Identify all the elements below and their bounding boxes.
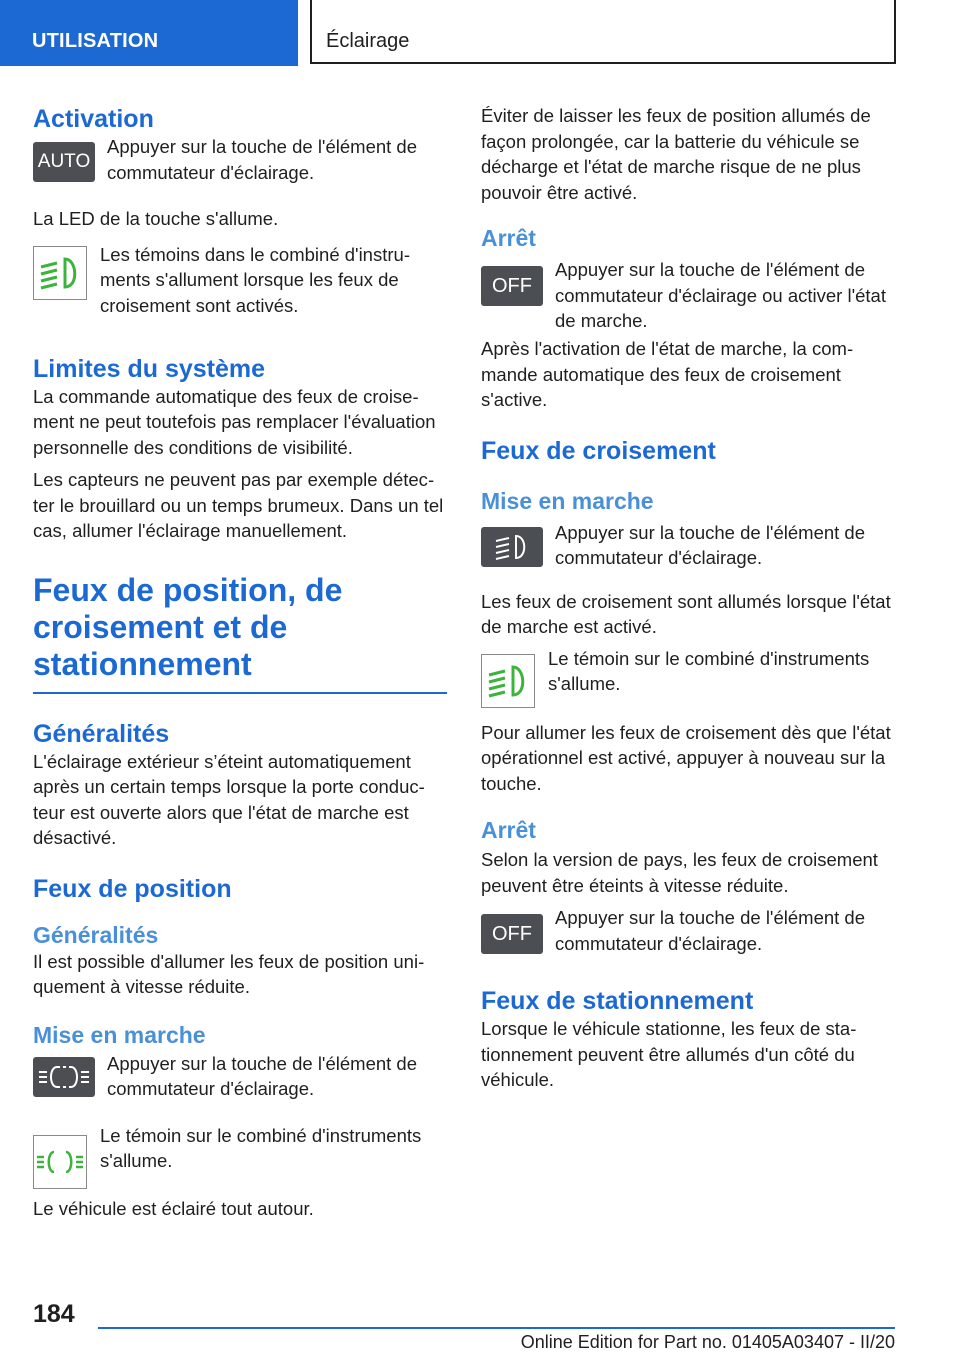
position-indicator-text: Le témoin sur le combiné d'instruments s'allume. xyxy=(100,1124,422,1171)
low-beam-heading: Feux de croisement xyxy=(481,436,716,465)
low-beam-button-icon xyxy=(481,527,543,567)
auto-button-block xyxy=(33,136,447,200)
off-button-block-2 xyxy=(481,907,895,964)
low-beam-button-block xyxy=(481,521,895,579)
chapter-tab xyxy=(310,0,896,64)
page-header xyxy=(0,0,960,66)
section-title: UTILISATION xyxy=(32,30,159,52)
low-beam-press-text: Appuyer sur la touche de l'élément de commutateur d'éclairage. xyxy=(555,521,866,568)
led-text: La LED de la touche s'allume. xyxy=(33,208,279,229)
heading-rule xyxy=(33,692,447,694)
position-lit-text: Le véhicule est éclairé tout autour. xyxy=(33,1197,314,1219)
limits-p2: Les capteurs ne peuvent pas par exemple détecter le brouillard ou un temps brumeux. Dans un tel cas, allumer l'éclairage manuellement. xyxy=(33,469,444,541)
edition-note: Online Edition for Part no. 01405A03407 - II/20 xyxy=(520,1332,895,1352)
low-beam-on-text: Les feux de croisement sont allumés lorsque l'état de marche est activé. xyxy=(481,590,891,637)
off-button-label-1: OFF xyxy=(492,274,532,297)
low-beam-indicator-text: Le témoin sur le combiné d'instruments s'allume. xyxy=(548,647,870,694)
left-column xyxy=(33,100,447,1221)
off-button-label-2: OFF xyxy=(492,922,532,945)
limits-p1: La commande automatique des feux de croisement ne peut toutefois pas remplacer l'évaluation personnelle des conditions de visibilité. xyxy=(33,385,436,458)
auto-press-text: Appuyer sur la touche de l'élément de commutateur d'éclairage. xyxy=(107,136,418,183)
auto-indicator-text: Les témoins dans le combiné d'instruments s'allument lorsque les feux de croisement sont activés. xyxy=(100,243,410,316)
general-heading: Généralités xyxy=(33,719,170,748)
chapter-title: Éclairage xyxy=(326,30,410,52)
low-beam-indicator-icon xyxy=(33,246,87,300)
after-activation-text: Après l'activation de l'état de marche, la commande automatique des feux de croisement s'active. xyxy=(481,338,854,410)
off-button-icon-2 xyxy=(481,914,543,954)
position-button-block xyxy=(33,1052,447,1117)
main-heading: Feux de position, de croisement et de stationnement xyxy=(33,571,343,682)
activation-heading: Activation xyxy=(33,105,154,133)
right-column xyxy=(481,100,895,1093)
off-press-text-2: Appuyer sur la touche de l'élément de commutateur d'éclairage. xyxy=(555,907,866,954)
footer-rule xyxy=(98,1327,895,1329)
low-beam-operational-text: Pour allumer les feux de croisement dès que l'état opérationnel est activé, appuyer à nouveau sur la touche. xyxy=(481,721,891,794)
battery-warning-text: Éviter de laisser les feux de position allumés de façon prolongée, car la batterie du véhicule se décharge et l'état de marche risque de ne plus pouvoir être activé. xyxy=(481,105,871,203)
low-beam-on-subheading: Mise en marche xyxy=(481,487,654,514)
low-beam-off-text: Selon la version de pays, les feux de croisement peuvent être éteints à vitesse réduite. xyxy=(481,849,878,896)
off-button-icon-1 xyxy=(481,266,543,306)
low-beam-off-subheading: Arrêt xyxy=(481,817,536,843)
position-lights-button-icon xyxy=(33,1057,95,1097)
position-heading: Feux de position xyxy=(33,874,232,903)
section-tab xyxy=(0,0,298,66)
general-text: L'éclairage extérieur s’éteint automatiquement après un certain temps lorsque la porte conducteur est ouverte alors que l'état de marche est désactivé. xyxy=(33,750,425,848)
low-beam-indicator-icon-right xyxy=(481,654,535,708)
parking-heading: Feux de stationnement xyxy=(481,987,754,1015)
off-press-text-1: Appuyer sur la touche de l'élément de commutateur d'éclairage ou activer l'état de marche. xyxy=(555,259,886,331)
limits-heading: Limites du système xyxy=(33,354,266,383)
position-on-subheading: Mise en marche xyxy=(33,1021,206,1048)
auto-button-label: AUTO xyxy=(37,151,91,172)
position-lights-indicator-icon xyxy=(33,1135,87,1189)
auto-button-icon xyxy=(33,142,95,182)
position-indicator-block xyxy=(33,1124,447,1193)
position-general-subheading: Généralités xyxy=(33,921,159,948)
page-number: 184 xyxy=(33,1300,75,1328)
low-beam-indicator-block xyxy=(33,242,447,332)
parking-text: Lorsque le véhicule stationne, les feux de stationnement peuvent être allumés d'un côté du véhicule. xyxy=(481,1018,857,1090)
off-heading-1: Arrêt xyxy=(481,225,536,251)
position-press-text: Appuyer sur la touche de l'élément de commutateur d'éclairage. xyxy=(107,1052,418,1099)
position-general-text: Il est possible d'allumer les feux de position uniquement à vitesse réduite. xyxy=(33,950,425,997)
off-button-block-1 xyxy=(481,259,895,331)
low-beam-indicator-block xyxy=(481,647,895,712)
